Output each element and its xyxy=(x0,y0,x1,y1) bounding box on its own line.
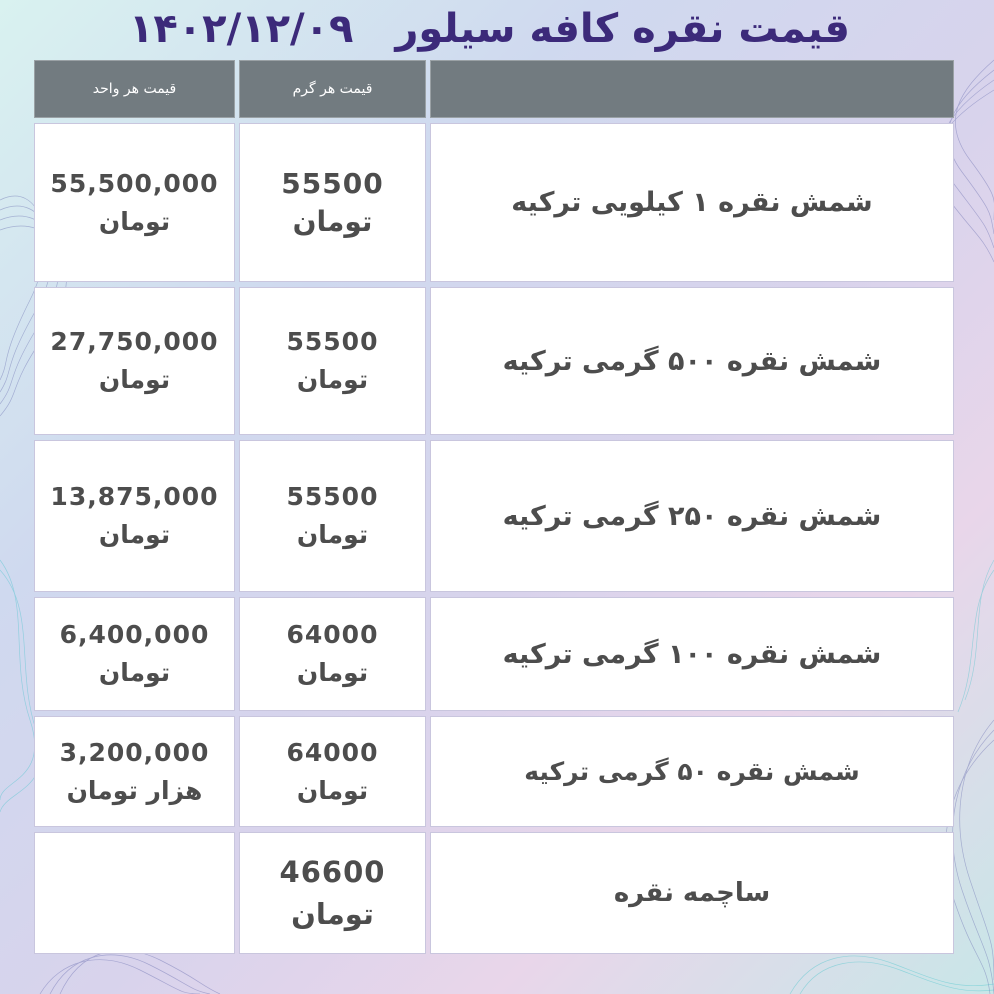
table-row-gram-price: 55500 تومان xyxy=(239,123,426,282)
table-row-unit-price: 6,400,000 تومان xyxy=(34,597,235,711)
table-row-product: شمش نقره ۲۵۰ گرمی ترکیه xyxy=(430,440,954,592)
table-row-gram-price: 46600 تومان xyxy=(239,832,426,954)
page-title xyxy=(128,4,850,58)
header-product xyxy=(430,60,954,118)
table-row-unit-price xyxy=(34,832,235,954)
table-row-unit-price: 3,200,000 هزار تومان xyxy=(34,716,235,827)
header-unit-price: قیمت هر واحد xyxy=(34,60,235,118)
table-row-gram-price: 55500 تومان xyxy=(239,440,426,592)
title-text: قیمت نقره کافه سیلور xyxy=(395,6,850,52)
table-row-product: شمش نقره ۱ کیلویی ترکیه xyxy=(430,123,954,282)
header-gram-price: قیمت هر گرم xyxy=(239,60,426,118)
table-row-unit-price: 13,875,000 تومان xyxy=(34,440,235,592)
table-row-gram-price: 64000 تومان xyxy=(239,597,426,711)
table-row-unit-price: 55,500,000 تومان xyxy=(34,123,235,282)
table-row-unit-price: 27,750,000 تومان xyxy=(34,287,235,435)
table-row-gram-price: 64000 تومان xyxy=(239,716,426,827)
table-row-product: شمش نقره ۱۰۰ گرمی ترکیه xyxy=(430,597,954,711)
table-row-gram-price: 55500 تومان xyxy=(239,287,426,435)
title-date: ۱۴۰۲/۱۲/۰۹ xyxy=(128,6,354,52)
table-row-product: شمش نقره ۵۰ گرمی ترکیه xyxy=(430,716,954,827)
table-row-product: شمش نقره ۵۰۰ گرمی ترکیه xyxy=(430,287,954,435)
table-row-product: ساچمه نقره xyxy=(430,832,954,954)
